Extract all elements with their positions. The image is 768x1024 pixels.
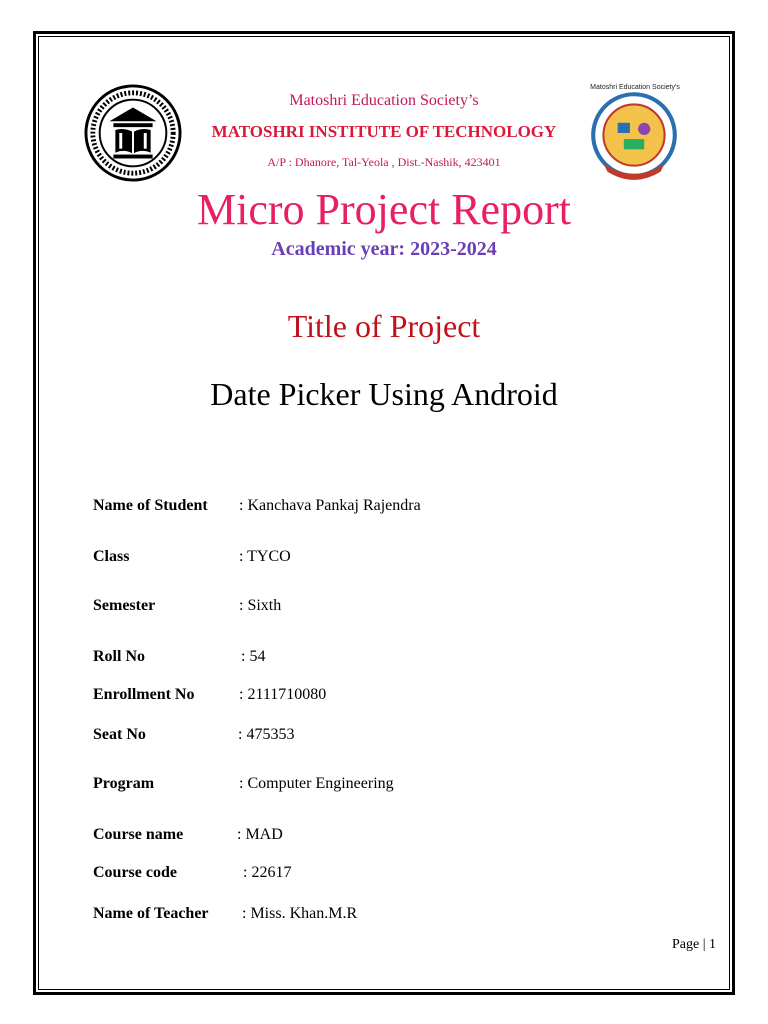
detail-label: Semester <box>93 597 156 614</box>
report-title: Micro Project Report <box>197 185 571 234</box>
institute-name: MATOSHRI INSTITUTE OF TECHNOLOGY <box>211 122 557 141</box>
detail-label: Name of Teacher <box>93 905 209 922</box>
detail-value: : MAD <box>237 826 283 843</box>
detail-label: Program <box>93 775 155 792</box>
right-logo-caption: Matoshri Education Society's <box>590 84 680 91</box>
detail-label: Class <box>93 548 130 565</box>
detail-label: Roll No <box>93 648 145 665</box>
detail-value: : Miss. Khan.M.R <box>242 905 358 922</box>
society-name: Matoshri Education Society’s <box>289 92 479 109</box>
detail-label: Name of Student <box>93 497 208 514</box>
detail-value: : Sixth <box>239 597 282 614</box>
detail-value: : TYCO <box>239 548 291 565</box>
academic-year: Academic year: 2023-2024 <box>271 238 497 260</box>
detail-value: : Computer Engineering <box>239 775 394 792</box>
project-name: Date Picker Using Android <box>210 376 558 412</box>
detail-label: Enrollment No <box>93 686 195 703</box>
detail-label: Course code <box>93 864 177 881</box>
detail-label: Course name <box>93 826 184 843</box>
institute-address: A/P : Dhanore, Tal-Yeola , Dist.-Nashik, 423401 <box>267 155 501 169</box>
detail-label: Seat No <box>93 726 146 743</box>
detail-value: : 54 <box>241 648 266 665</box>
detail-value: : 2111710080 <box>239 686 327 703</box>
detail-value: : Kanchava Pankaj Rajendra <box>239 497 421 514</box>
project-title-label: Title of Project <box>287 308 481 344</box>
page-number: Page | 1 <box>672 937 717 952</box>
detail-value: : 475353 <box>238 726 295 743</box>
detail-value: : 22617 <box>243 864 292 881</box>
